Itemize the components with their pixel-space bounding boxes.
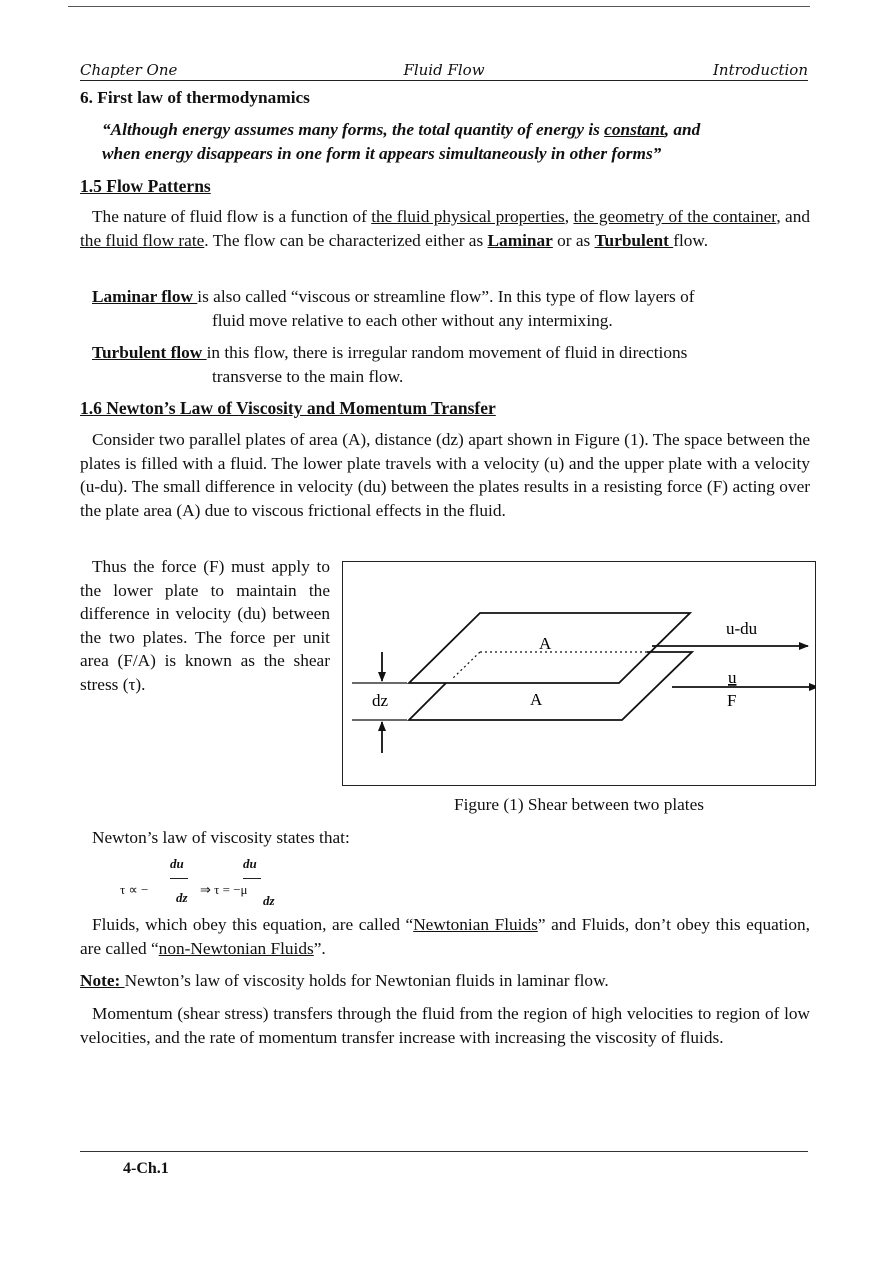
eq-denominator-1: dz bbox=[176, 890, 188, 905]
top-rule bbox=[68, 6, 810, 7]
turbulent-definition-cont: transverse to the main flow. bbox=[212, 367, 404, 386]
momentum-paragraph: Momentum (shear stress) transfers through the fluid from the region of high velocities to region of low velocities, and the rate of momentum transfer increase with increasing the viscosity of fluids. bbox=[80, 1004, 810, 1047]
link-fluid-properties: the fluid physical properties bbox=[371, 207, 565, 226]
flow-patterns-paragraph: The nature of fluid flow is a function of the fluid physical properties, the geometry of the container, and the fluid flow rate. The flow can be characterized either as Laminar or as Turbulent flow. bbox=[80, 207, 811, 250]
laminar-definition-cont: fluid move relative to each other without any intermixing. bbox=[212, 311, 613, 330]
first-law-heading: 6. First law of thermodynamics bbox=[80, 88, 310, 107]
eq-denominator-2: dz bbox=[263, 893, 275, 908]
term-turbulent: Turbulent bbox=[594, 230, 674, 250]
term-non-newtonian: non-Newtonian Fluids bbox=[158, 938, 314, 958]
turbulent-term: Turbulent flow bbox=[92, 343, 207, 362]
figure-caption: Figure (1) Shear between two plates bbox=[453, 795, 705, 814]
turbulent-definition: Turbulent flow in this flow, there is irregular random movement of fluid in directions bbox=[92, 343, 688, 362]
newton-paragraph: Consider two parallel plates of area (A), distance (dz) apart shown in Figure (1). The space between the plates is filled with a fluid. The lower plate travels with a velocity (u) and the upper plate with a velocity (u-du). The small difference in velocity (du) between the plates results in a resisting force (F) acting over the plate area (A) due to viscous frictional effects in the fluid. bbox=[80, 430, 810, 520]
force-label: F bbox=[726, 690, 736, 710]
quote-constant: constant bbox=[604, 120, 665, 139]
laminar-definition: Laminar flow is also called “viscous or streamline flow”. In this type of flow layers of bbox=[92, 287, 695, 306]
law-intro: Newton’s law of viscosity states that: bbox=[92, 828, 350, 847]
eq-fraction-bar-1 bbox=[170, 878, 188, 879]
newton-heading: 1.6 Newton’s Law of Viscosity and Momentum Transfer bbox=[80, 398, 496, 418]
quote-text: “Although energy assumes many forms, the total quantity of energy is bbox=[102, 120, 605, 139]
flow-patterns-heading: 1.5 Flow Patterns bbox=[80, 176, 211, 196]
link-flow-rate: the fluid flow rate bbox=[80, 230, 205, 250]
header-chapter: Chapter One bbox=[80, 61, 178, 79]
lower-area-label: A bbox=[529, 689, 542, 709]
force-paragraph: Thus the force (F) must apply to the lower plate to maintain the difference in velocity (du) between the two plates. The force per unit area (F/A) is known as the shear stress (τ). bbox=[80, 557, 330, 694]
upper-area-label: A bbox=[538, 633, 551, 653]
link-container-geometry: the geometry of the container bbox=[573, 207, 777, 226]
note-label: Note: bbox=[80, 971, 125, 990]
quote-text-end: , and bbox=[664, 120, 701, 139]
page-number: 4-Ch.1 bbox=[123, 1160, 169, 1177]
gap-label: dz bbox=[371, 690, 388, 710]
header-section: Introduction bbox=[713, 61, 808, 79]
footer-rule bbox=[80, 1151, 808, 1152]
hidden-edge-left bbox=[452, 652, 480, 679]
newtonian-fluids-paragraph: Fluids, which obey this equation, are called “Newtonian Fluids” and Fluids, don’t obey this equation, are called “non-Newtonian Fluids”. bbox=[80, 915, 810, 958]
term-newtonian: Newtonian Fluids bbox=[413, 915, 538, 934]
note: Note: Newton’s law of viscosity holds for Newtonian fluids in laminar flow. bbox=[80, 971, 609, 990]
eq-left: τ ∝ − bbox=[120, 882, 149, 897]
page-header bbox=[80, 60, 808, 81]
upper-velocity-label: u-du bbox=[725, 618, 757, 638]
shear-diagram bbox=[342, 561, 816, 786]
laminar-term: Laminar flow bbox=[92, 287, 198, 306]
lower-plate bbox=[409, 652, 692, 720]
lower-velocity-label: u bbox=[727, 667, 736, 687]
header-title: Fluid Flow bbox=[403, 61, 485, 79]
eq-numerator-2: du bbox=[243, 856, 257, 871]
quote-line-2: when energy disappears in one form it appears simultaneously in other forms” bbox=[102, 143, 662, 163]
eq-fraction-bar-2 bbox=[243, 878, 261, 879]
first-law-quote bbox=[102, 118, 814, 165]
eq-middle: ⇒ τ = −μ bbox=[200, 882, 248, 897]
term-laminar: Laminar bbox=[487, 230, 553, 250]
figure-shear-plates bbox=[342, 561, 816, 786]
eq-numerator-1: du bbox=[170, 856, 184, 871]
